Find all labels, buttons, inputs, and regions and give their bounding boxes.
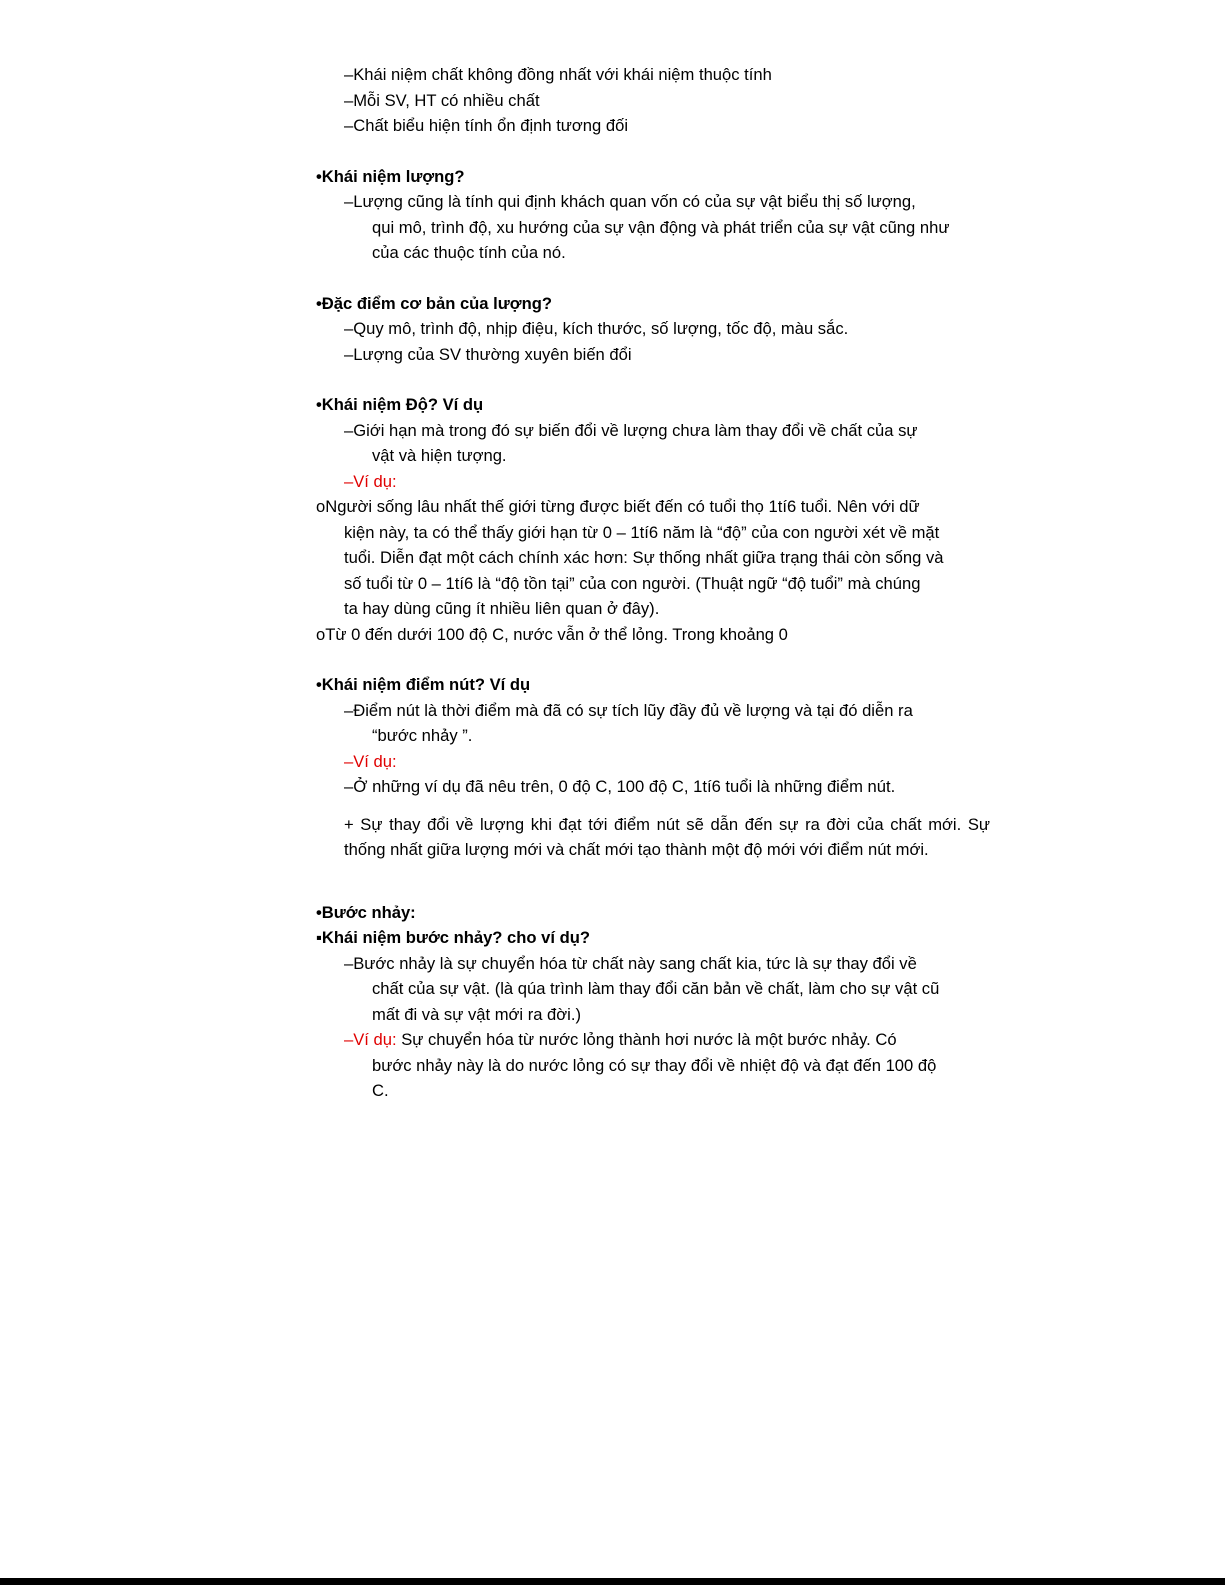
do-example-1-line-2: kiện này, ta có thể thấy giới hạn từ 0 – 1tí6 năm là “độ” của con người xét về mặt [344, 522, 940, 542]
diemnut-heading: •Khái niệm điểm nút? Ví dụ [316, 675, 531, 694]
luong-line-3: của các thuộc tính của nó. [372, 243, 566, 262]
spacer [316, 863, 990, 888]
spacer [316, 139, 990, 164]
buocnhay-heading: •Bước nhảy: [316, 902, 416, 922]
bottom-rule [0, 1578, 1225, 1585]
do-heading: •Khái niệm Độ? Ví dụ [316, 395, 484, 414]
do-example-1-line-4: số tuổi từ 0 – 1tí6 là “độ tồn tại” của con người. (Thuật ngữ “độ tuổi” mà chúng [344, 573, 921, 593]
spacer [316, 800, 990, 812]
luong-line-1: –Lượng cũng là tính qui định khách quan vốn có của sự vật biểu thị số lượng, [344, 192, 916, 211]
spacer [316, 647, 990, 672]
diemnut-line-1: –Điểm nút là thời điểm mà đã có sự tích lũy đầy đủ về lượng và tại đó diễn ra [344, 700, 913, 720]
diemnut-paragraph: + Sự thay đổi về lượng khi đạt tới điểm nút sẽ dẫn đến sự ra đời của chất mới. Sự thống nhất giữa lượng mới và chất mới tạo thành một độ mới với điểm nút mới. [344, 814, 990, 859]
dacdiem-heading: •Đặc điểm cơ bản của lượng? [316, 293, 552, 313]
buocnhay-subheading: ▪Khái niệm bước nhảy? cho ví dụ? [316, 928, 591, 947]
buocnhay-line-3: mất đi và sự vật mới ra đời.) [372, 1004, 581, 1024]
chat-line-1: –Khái niệm chất không đồng nhất với khái niệm thuộc tính [344, 65, 772, 84]
spacer [316, 367, 990, 392]
do-example-1-line-5: ta hay dùng cũng ít nhiều liên quan ở đây). [344, 599, 660, 618]
do-example-2: oTừ 0 đến dưới 100 độ C, nước vẫn ở thể lỏng. Trong khoảng 0 [316, 624, 788, 644]
spacer [316, 888, 990, 900]
buocnhay-example-text: Sự chuyển hóa từ nước lỏng thành hơi nước là một bước nhảy. Có [396, 1030, 897, 1049]
chat-line-3: –Chất biểu hiện tính ổn định tương đối [344, 116, 629, 135]
do-line-2: vật và hiện tượng. [372, 446, 507, 465]
do-example-1-line-1: oNgười sống lâu nhất thế giới từng được biết đến có tuổi thọ 1tí6 tuổi. Nên với dữ [316, 497, 920, 516]
do-example-1-line-3: tuổi. Diễn đạt một cách chính xác hơn: Sự thống nhất giữa trạng thái còn sống và [344, 548, 944, 567]
buocnhay-example [316, 1027, 990, 1053]
diemnut-line-3: –Ở những ví dụ đã nêu trên, 0 độ C, 100 độ C, 1tí6 tuổi là những điểm nút. [344, 777, 896, 796]
document-content [316, 62, 990, 1104]
luong-heading: •Khái niệm lượng? [316, 166, 465, 186]
spacer [316, 266, 990, 291]
buocnhay-line-2: chất của sự vật. (là qúa trình làm thay đổi căn bản về chất, làm cho sự vật cũ [372, 979, 940, 998]
buocnhay-line-1: –Bước nhảy là sự chuyển hóa từ chất này sang chất kia, tức là sự thay đổi về [344, 953, 917, 973]
dacdiem-line-2: –Lượng của SV thường xuyên biến đổi [344, 344, 632, 364]
diemnut-line-2: “bước nhảy ”. [372, 726, 473, 745]
buocnhay-example-line-2: bước nhảy này là do nước lỏng có sự thay đổi về nhiệt độ và đạt đến 100 độ [372, 1055, 937, 1075]
do-example-label: –Ví dụ: [344, 471, 397, 491]
chat-line-2: –Mỗi SV, HT có nhiều chất [344, 90, 540, 110]
do-line-1: –Giới hạn mà trong đó sự biến đổi về lượng chưa làm thay đổi về chất của sự [344, 420, 918, 440]
buocnhay-example-line-3: C. [372, 1081, 389, 1100]
diemnut-example-label: –Ví dụ: [344, 751, 397, 771]
luong-line-2: qui mô, trình độ, xu hướng của sự vận động và phát triển của sự vật cũng như [372, 217, 950, 237]
buocnhay-example-label: –Ví dụ: [344, 1030, 397, 1049]
dacdiem-line-1: –Quy mô, trình độ, nhịp điệu, kích thước, số lượng, tốc độ, màu sắc. [344, 319, 849, 338]
